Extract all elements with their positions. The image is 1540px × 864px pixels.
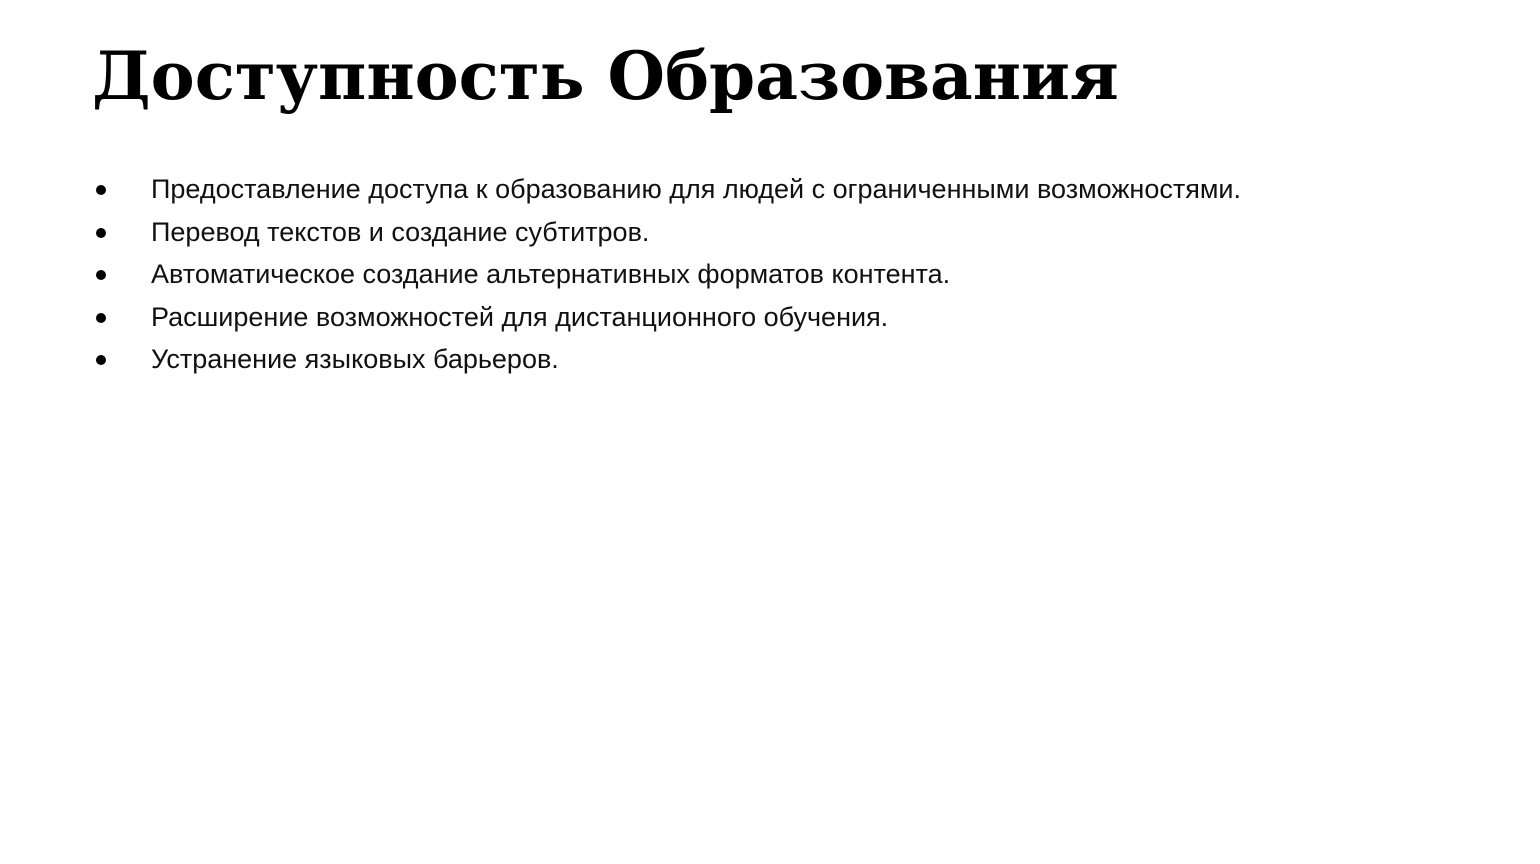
bullet-text: Устранение языковых барьеров. — [151, 344, 559, 374]
bullet-text: Расширение возможностей для дистанционного обучения. — [151, 301, 889, 332]
bullet-text: Автоматическое создание альтернативных форматов контента. — [151, 259, 951, 289]
bullet-dot-icon — [96, 185, 106, 195]
slide-title: Доступность Образования — [92, 37, 1119, 115]
bullet-dot-icon — [96, 313, 106, 323]
bullet-text: Предоставление доступа к образованию для людей с ограниченными возможностями. — [151, 174, 1241, 204]
bullet-dot-icon — [96, 355, 106, 365]
bullet-text: Перевод текстов и создание субтитров. — [151, 216, 650, 247]
bullet-dot-icon — [96, 228, 106, 238]
bullet-dot-icon — [96, 270, 106, 280]
